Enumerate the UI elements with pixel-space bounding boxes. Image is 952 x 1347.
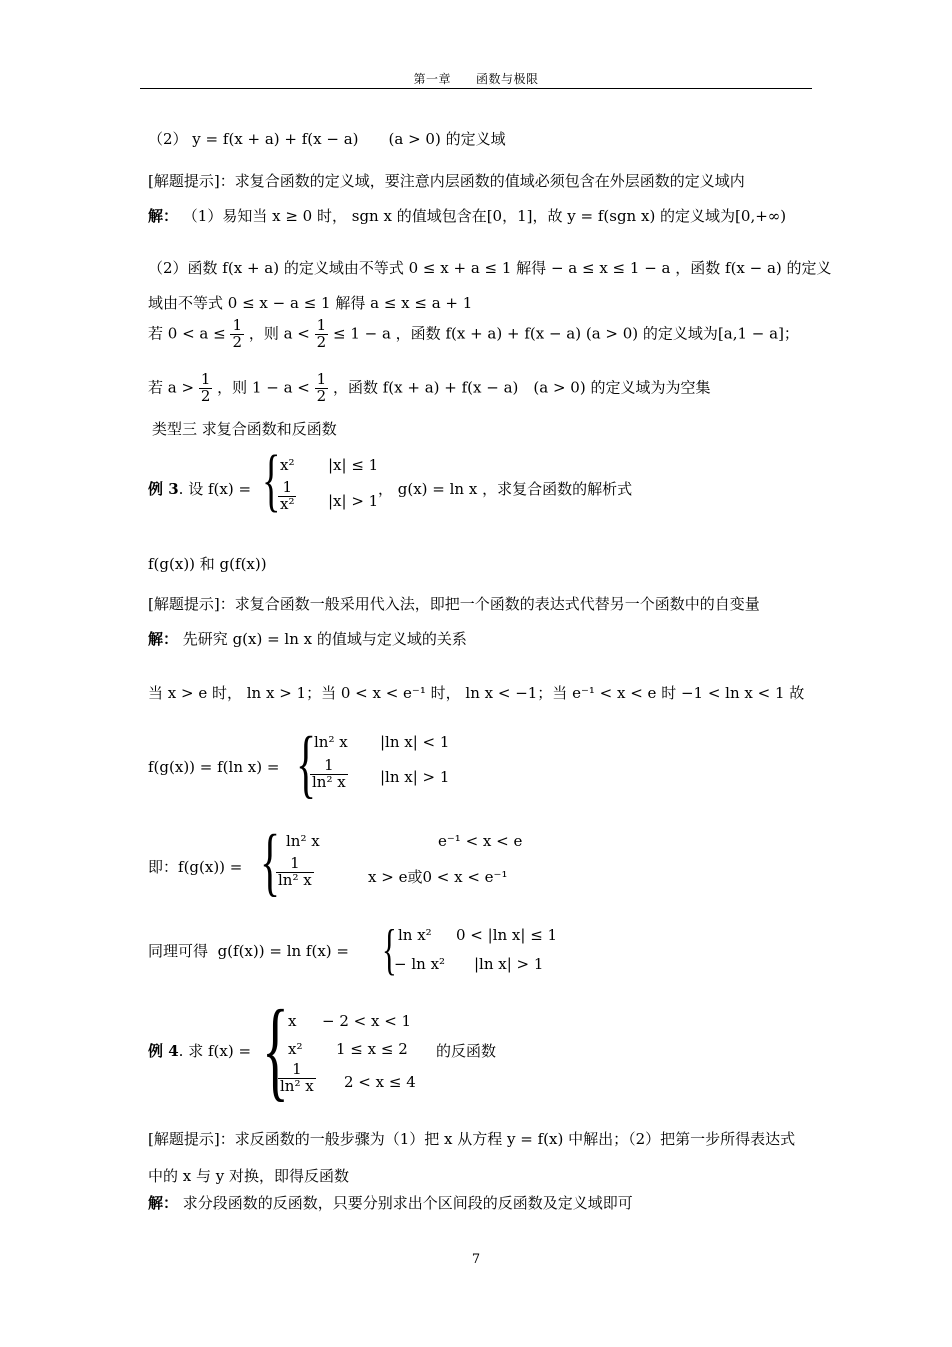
example-3-targets: f(g(x)) 和 g(f(x)) xyxy=(148,555,267,573)
solution-4-line xyxy=(148,1192,633,1213)
ji-row1-cond: e⁻¹ < x < e xyxy=(438,832,523,850)
ji-label: 即： xyxy=(148,858,179,876)
fraction-one-half xyxy=(315,318,329,351)
case-a-large-line xyxy=(148,372,710,405)
gf-row2-cond: |ln x| > 1 xyxy=(474,955,544,973)
fraction-den: 2 xyxy=(316,332,327,351)
fg-row2-expr xyxy=(310,758,348,791)
fg-row1-cond: |ln x| < 1 xyxy=(380,733,450,751)
fraction-inv-x2 xyxy=(278,480,296,513)
ji-lhs: f(g(x)) = xyxy=(178,858,243,876)
ji-row2-expr xyxy=(276,856,314,889)
page-number: 7 xyxy=(471,1252,481,1267)
fraction-inv-ln2 xyxy=(278,1062,316,1095)
example-4-row3-cond: 2 < x ≤ 4 xyxy=(344,1073,416,1091)
example-4-intro xyxy=(148,1040,251,1061)
header-rule xyxy=(140,88,812,89)
fraction-num: 1 xyxy=(200,370,211,388)
example-3-label: 例 3 xyxy=(148,480,179,498)
brace-icon: { xyxy=(296,722,317,806)
solution-3-text: 先研究 g(x) = ln x 的值域与定义域的关系 xyxy=(182,630,467,648)
chapter-header: 第一章 函数与极限 xyxy=(413,72,539,86)
solution-2-cont: 域由不等式 0 ≤ x − a ≤ 1 解得 a ≤ x ≤ a + 1 xyxy=(148,294,473,312)
fraction-den: x² xyxy=(280,494,295,513)
gf-row2-expr: − ln x² xyxy=(394,955,446,973)
example-4-def: . 求 f(x) = xyxy=(178,1042,252,1060)
solution-2-line: （2）函数 f(x + a) 的定义域由不等式 0 ≤ x + a ≤ 1 解得 − a ≤ x ≤ 1 − a ，函数 f(x − a) 的定义 xyxy=(148,259,832,277)
example-4-row1-expr: x xyxy=(288,1012,297,1030)
problem-2-line: （2） y = f(x + a) + f(x − a) (a > 0) 的定义域 xyxy=(148,130,506,148)
solution-1-text: （1）易知当 x ≥ 0 时， sgn x 的值域包含在[0，1]，故 y = f(sgn x) 的定义域为[0,+∞) xyxy=(182,207,787,225)
example-3-row2-expr xyxy=(278,480,296,513)
fraction-inv-ln2 xyxy=(310,758,348,791)
solution-3-line xyxy=(148,628,467,649)
fraction-num: 1 xyxy=(282,478,293,496)
fraction-num: 1 xyxy=(232,316,243,334)
solution-label: 解： xyxy=(148,1194,179,1212)
fraction-one-half xyxy=(199,372,213,405)
fraction-den: 2 xyxy=(316,386,327,405)
range-analysis: 当 x > e 时， ln x > 1；当 0 < x < e⁻¹ 时， ln x < −1；当 e⁻¹ < x < e 时 −1 < ln x < 1 故 xyxy=(148,684,805,702)
ji-line xyxy=(148,856,242,877)
gf-row1-expr: ln x² xyxy=(398,926,432,944)
hint-2: [解题提示]：求复合函数一般采用代入法，即把一个函数的表达式代替另一个函数中的自变量 xyxy=(148,595,760,613)
example-4-task: 的反函数 xyxy=(436,1042,497,1060)
gf-label: 同理可得 xyxy=(148,942,209,960)
fraction-den: ln² x xyxy=(312,772,346,791)
example-4-row2-expr: x² xyxy=(288,1040,303,1058)
case-a-small-then: ，则 a < xyxy=(248,324,310,343)
fraction-num: 1 xyxy=(324,756,334,774)
case-a-small-line xyxy=(148,318,799,351)
case-a-large-result: ，函数 f(x + a) + f(x − a) (a > 0) 的定义域为为空集 xyxy=(332,378,711,397)
fraction-inv-ln2 xyxy=(276,856,314,889)
fraction-den: 2 xyxy=(200,386,211,405)
ji-row1-expr: ln² x xyxy=(286,832,320,850)
example-3-row2-cond: |x| > 1 xyxy=(328,492,379,510)
hint-1: [解题提示]：求复合函数的定义域，要注意内层函数的值域必须包含在外层函数的定义域内 xyxy=(148,172,745,190)
fraction-den: ln² x xyxy=(280,1076,314,1095)
case-a-small-cond: 若 0 < a ≤ xyxy=(148,324,226,343)
gf-row1-cond: 0 < |ln x| ≤ 1 xyxy=(456,926,558,944)
example-4-label: 例 4 xyxy=(148,1042,179,1060)
example-3-row1-expr: x² xyxy=(280,456,295,474)
gf-lhs: g(f(x)) = ln f(x) = xyxy=(217,942,349,960)
fraction-num: 1 xyxy=(316,370,327,388)
gf-line xyxy=(148,940,349,961)
fg-row2-cond: |ln x| > 1 xyxy=(380,768,450,786)
fraction-one-half xyxy=(230,318,244,351)
example-3-row1-cond: |x| ≤ 1 xyxy=(328,456,379,474)
case-a-large-then: ，则 1 − a < xyxy=(217,378,310,397)
example-3-def: . 设 f(x) = xyxy=(178,480,252,498)
solution-label: 解： xyxy=(148,630,179,648)
section-type-three: 类型三 求复合函数和反函数 xyxy=(152,420,337,438)
brace-icon: { xyxy=(382,919,397,981)
fg-row1-expr: ln² x xyxy=(314,733,348,751)
example-3-task: ， g(x) = ln x ，求复合函数的解析式 xyxy=(378,480,633,498)
example-4-row3-expr xyxy=(278,1062,316,1095)
brace-icon: { xyxy=(262,442,281,519)
solution-1-line xyxy=(148,205,786,226)
ji-row2-cond: x > e或0 < x < e⁻¹ xyxy=(368,868,508,886)
fg-lhs: f(g(x)) = f(ln x) = xyxy=(148,758,280,776)
case-a-small-result: ≤ 1 − a ，函数 f(x + a) + f(x − a) (a > 0) 的定义域为[a,1 − a]； xyxy=(332,324,799,343)
fraction-num: 1 xyxy=(290,854,300,872)
example-3-intro xyxy=(148,478,251,499)
solution-4-text: 求分段函数的反函数，只要分别求出个区间段的反函数及定义域即可 xyxy=(182,1194,633,1212)
example-4-row1-cond: − 2 < x < 1 xyxy=(322,1012,412,1030)
example-4-row2-cond: 1 ≤ x ≤ 2 xyxy=(336,1040,408,1058)
brace-icon: { xyxy=(262,988,289,1112)
solution-label: 解： xyxy=(148,207,179,225)
brace-icon: { xyxy=(260,820,281,904)
fraction-num: 1 xyxy=(316,316,327,334)
fraction-den: 2 xyxy=(232,332,243,351)
case-a-large-cond: 若 a > xyxy=(148,378,195,397)
fraction-den: ln² x xyxy=(278,870,312,889)
hint-3: [解题提示]：求反函数的一般步骤为（1）把 x 从方程 y = f(x) 中解出；（2）把第一步所得表达式 xyxy=(148,1130,796,1148)
fraction-num: 1 xyxy=(292,1060,302,1078)
hint-3-cont: 中的 x 与 y 对换，即得反函数 xyxy=(148,1167,350,1185)
fraction-one-half xyxy=(315,372,329,405)
